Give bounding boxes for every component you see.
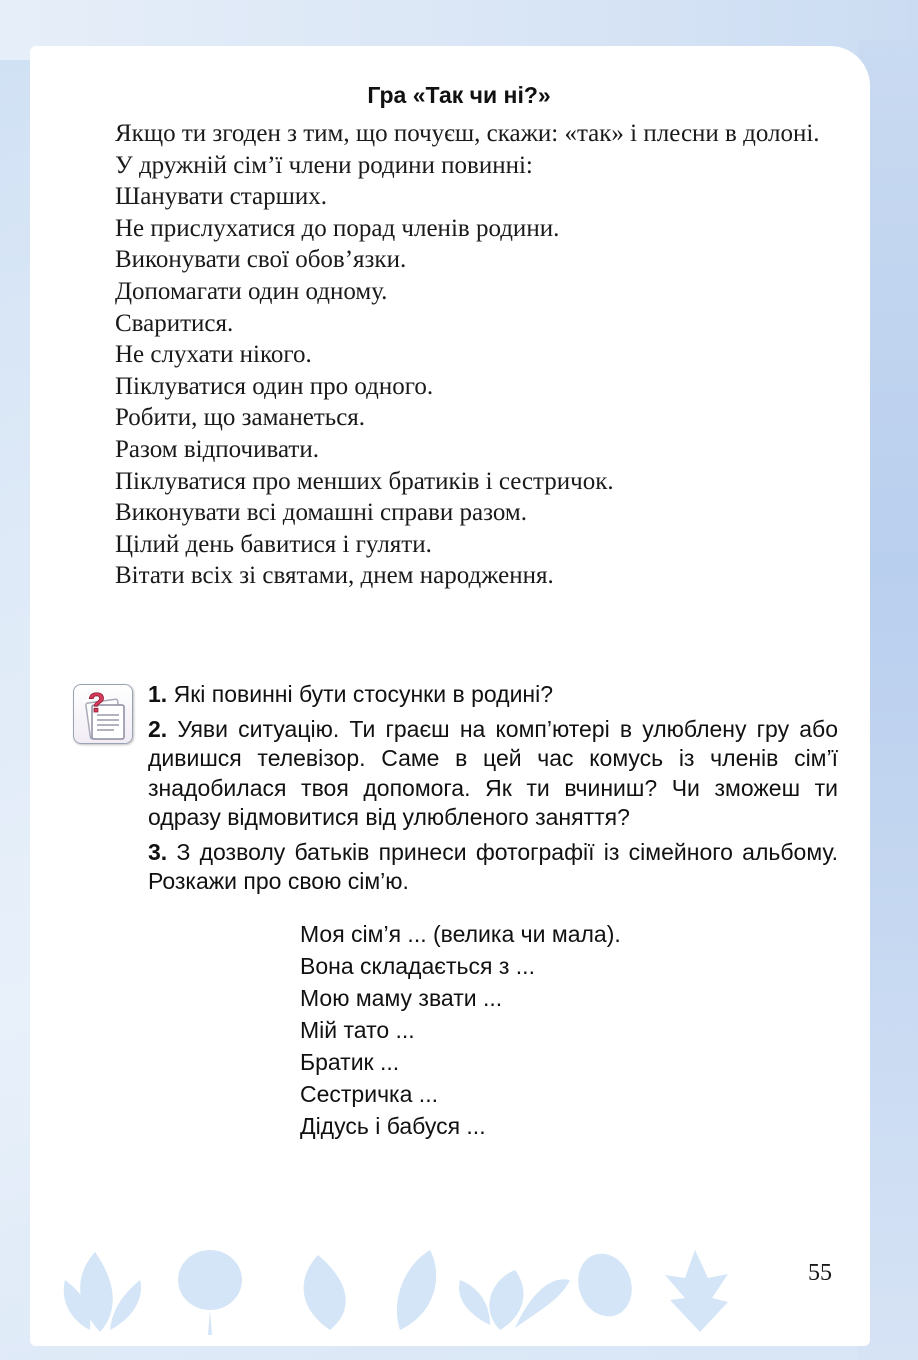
- statement: Виконувати свої обов’язки.: [115, 246, 407, 274]
- prompt-line: Дідусь і бабуся ...: [300, 1113, 486, 1139]
- game-text: [74, 118, 838, 592]
- story-prompts: [300, 918, 820, 1142]
- question-text: Які повинні бути стосунки в родині?: [173, 681, 554, 707]
- leaf-border-icon: [60, 1240, 760, 1340]
- question-number: 1.: [148, 681, 168, 707]
- statement: Робити, що заманеться.: [115, 404, 366, 432]
- prompt-line: Братик ...: [300, 1049, 400, 1075]
- question-item: [148, 838, 838, 897]
- game-lead: У дружній сім’ї члени родини повинні:: [115, 151, 533, 179]
- question-number: 2.: [148, 715, 168, 742]
- statement: Разом відпочивати.: [115, 435, 319, 463]
- statement: Виконувати всі домашні справи разом.: [115, 499, 527, 527]
- questions-list: [148, 680, 838, 902]
- svg-text:?: ?: [88, 687, 106, 718]
- statement: Піклуватися про менших братиків і сестричок.: [115, 467, 614, 495]
- question-item: [148, 680, 838, 710]
- page-number: 55: [808, 1260, 832, 1286]
- game-title: Гра «Так чи ні?»: [367, 82, 551, 108]
- prompt-line: Мою маму звати ...: [300, 985, 503, 1011]
- prompt-line: Сестричка ...: [300, 1081, 438, 1107]
- statement: Цілий день бавитися і гуляти.: [115, 530, 432, 558]
- statement: Допомагати один одному.: [115, 277, 388, 305]
- prompt-line: Вона складається з ...: [300, 953, 535, 979]
- prompt-line: Моя сім’я ... (велика чи мала).: [300, 921, 621, 947]
- question-text: Уяви ситуацію. Ти граєш на комп’ютері в улюблену гру або дивишся телевізор. Саме в цей час комусь із членів сім’ї знадобилася твоя допомога. Як ти вчиниш? Чи зможеш ти одразу відмовитися від улюбленого заняття?: [148, 715, 839, 830]
- question-number: 3.: [148, 838, 168, 865]
- statement: Піклуватися один про одного.: [115, 372, 434, 400]
- game-intro: Якщо ти згоден з тим, що почуєш, скажи: «так» і плесни в долоні.: [115, 120, 820, 147]
- statement: Сваритися.: [115, 309, 234, 337]
- question-text: З дозволу батьків принеси фотографії із сімейного альбому. Розкажи про свою сім’ю.: [148, 838, 838, 894]
- question-item: [148, 715, 838, 833]
- statement: Вітати всіх зі святами, днем народження.: [115, 562, 554, 590]
- prompt-line: Мій тато ...: [300, 1017, 415, 1043]
- question-document-icon: [73, 684, 133, 744]
- statement: Не слухати нікого.: [115, 341, 312, 369]
- statement: Шанувати старших.: [115, 183, 327, 211]
- statement: Не прислухатися до порад членів родини.: [115, 214, 560, 242]
